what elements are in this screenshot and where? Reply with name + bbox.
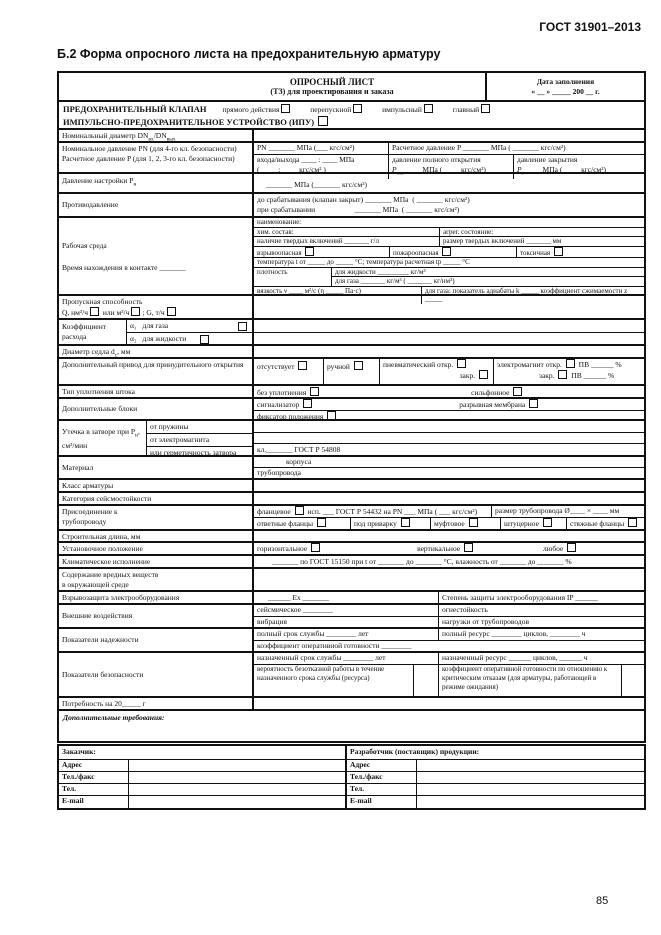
checkbox-signaling[interactable] <box>303 399 312 408</box>
external-row <box>59 605 644 629</box>
ipu-label: ИМПУЛЬСНО-ПРЕДОХРАНИТЕЛЬНОЕ УСТРОЙСТВО (ИПУ) <box>63 117 315 127</box>
backpressure-label: Противодавление <box>59 194 254 216</box>
valve-class-label: Класс арматуры <box>59 480 254 491</box>
working-medium-content <box>254 218 644 303</box>
developer-tel-label: Тел. <box>347 784 417 795</box>
customer-telfax-label: Тел./факс <box>59 772 129 783</box>
flow-coefficient-label-cell: Коэффициент расхода α₁ для газа α₂ для жидкости <box>59 320 254 344</box>
explosion-protection-row <box>59 592 644 605</box>
nominal-diameter-value-field[interactable] <box>254 130 644 141</box>
checkbox-toxic[interactable] <box>554 247 563 256</box>
leak-em-label: от электромагнита <box>147 434 252 447</box>
checkbox-capacity-m3[interactable] <box>131 307 140 316</box>
checkbox-flanged[interactable] <box>295 506 304 515</box>
climatic-field[interactable]: _______ по ГОСТ 15150 при t от _______ до _______ °С, влажность от _______ до _______ % <box>272 556 572 566</box>
full-open-pressure-field[interactable]: давление полного открытия $P_{п.о}$ ____ МПа ( ____ кгс/см²) <box>389 155 514 179</box>
backpressure-content <box>254 194 644 216</box>
actuator-em-close-label: закр. <box>539 371 555 380</box>
design-pressure-field[interactable]: Расчетное давление P _______ МПа ( _______ кгс/см²) <box>392 143 566 152</box>
developer-address-label: Адрес <box>347 760 417 771</box>
setting-pressure-row <box>59 174 644 194</box>
contacts-email-row <box>59 796 644 808</box>
material-label: Материал <box>59 457 254 478</box>
contacts-telfax-row <box>59 772 644 784</box>
fill-date-cell <box>485 73 644 100</box>
customer-telfax-field[interactable] <box>129 772 345 783</box>
extra-requirements-label: Дополнительные требования: <box>63 713 165 722</box>
flow-coeff-liquid-field[interactable] <box>254 333 644 345</box>
customer-header: Заказчик: <box>59 746 347 759</box>
developer-email-field[interactable] <box>417 796 644 808</box>
toxic-label: токсичная <box>520 248 551 257</box>
pressure-label: Номинальное давление PN (для 4-го кл. безопасности) Расчетное давление P (для 1, 2, 3-го кл. безопасности) <box>59 143 254 172</box>
actuator-pneumatic-close-label: закр. <box>459 371 476 380</box>
seismic-label: Категория сейсмостойкости <box>59 493 254 504</box>
pressure-content <box>254 143 644 177</box>
seat-diameter-row <box>59 346 644 359</box>
page-number: 85 <box>596 895 609 907</box>
density-label: плотность <box>254 268 332 286</box>
actuator-label: Дополнительный привод для принудительного открытия <box>59 359 254 384</box>
full-service-life-field[interactable]: полный срок службы ________ лет <box>254 629 439 640</box>
flammable-label: пожароопасная <box>393 248 439 257</box>
closing-pressure-field[interactable]: давление закрытия $P_з$ ____ МПа ( ____ кгс/см²) <box>517 155 607 177</box>
actuator-pneumatic-open-label: пневматический откр. <box>383 360 454 369</box>
mating-flanges-label: ответные фланцы <box>257 519 314 528</box>
leak-tightness-label: или герметичность затвора <box>150 448 237 457</box>
horizontal-label: горизонтальное <box>257 544 308 553</box>
readiness-coeff-field[interactable]: коэффициент оперативной готовности ________ <box>257 640 412 650</box>
reliability-label: Показатели надежности <box>59 629 254 651</box>
checkbox-impulse[interactable] <box>424 104 433 113</box>
checkbox-horizontal[interactable] <box>311 543 320 552</box>
setting-pressure-label: Давление настройки $P_н$ <box>59 174 254 192</box>
checkbox-capacity-nm3[interactable] <box>90 307 99 316</box>
em-open-pv-field[interactable]: ПВ ______ % <box>578 360 622 369</box>
full-resource-field[interactable]: полный ресурс ________ циклов, ________ ч <box>442 629 586 638</box>
customer-tel-label: Тел. <box>59 784 129 795</box>
leak-spring-field[interactable] <box>254 421 644 433</box>
actuator-row <box>59 359 644 386</box>
checkbox-union[interactable] <box>543 518 552 527</box>
seismic-influence-field[interactable]: сейсмическое ________ <box>254 605 439 616</box>
checkbox-no-seal[interactable] <box>310 387 319 396</box>
chem-composition-field[interactable]: хим. состав: <box>254 228 440 237</box>
checkbox-bypass[interactable] <box>353 104 362 113</box>
vertical-label: вертикальное <box>417 544 461 553</box>
ip-rating-field[interactable]: Степень защиты электрооборудования IP ______ <box>442 592 598 602</box>
build-length-row <box>59 531 644 543</box>
working-medium-label: Рабочая среда Время нахождения в контакте _______ <box>59 218 254 294</box>
orientation-row <box>59 543 644 556</box>
checkbox-vertical[interactable] <box>464 543 473 552</box>
leak-spring-label: от пружины <box>147 421 252 434</box>
capacity-value-field[interactable] <box>254 296 644 318</box>
checkbox-rupture-disc[interactable] <box>529 399 538 408</box>
signaling-label: сигнализатор <box>257 400 300 409</box>
opt-bypass: перепускной <box>310 105 352 114</box>
union-label: штуцерное <box>504 519 539 528</box>
working-medium-row <box>59 218 644 303</box>
connection-row <box>59 506 644 531</box>
connection-label: Присоединение к трубопроводу <box>59 506 254 529</box>
nominal-diameter-label: Номинальный диаметр $DN_{вх}/DN_{вых}$ <box>59 130 254 141</box>
solids-size-field[interactable]: размер твердых включений _______ мм <box>443 237 562 245</box>
form-title <box>59 73 485 100</box>
critical-readiness-field[interactable] <box>622 665 644 696</box>
fill-date-blank-field[interactable]: « __ » _____ 200 __ г. <box>531 86 600 96</box>
questionnaire-form-table <box>57 71 646 743</box>
viscosity-field[interactable]: вязкость ν ____ м²/с (η _____ Па·с) <box>254 287 422 304</box>
material-body-field[interactable]: корпуса <box>254 457 644 468</box>
explosive-label: взрывоопасная <box>257 248 302 257</box>
actuator-none-label: отсутствует <box>257 362 295 371</box>
checkbox-coupling[interactable] <box>469 518 478 527</box>
backpressure-during-field[interactable]: при срабатывании _______ МПа ( _______ кгс/см²) <box>257 205 460 214</box>
nominal-diameter-row <box>59 130 644 143</box>
seat-diameter-field[interactable] <box>254 346 644 357</box>
checkbox-em-close[interactable] <box>558 370 567 379</box>
actuator-manual-label: ручной <box>327 362 350 371</box>
checkbox-ipu[interactable] <box>318 116 328 126</box>
assigned-resource-field[interactable]: назначенный ресурс ______ циклов, ______ ч <box>442 653 588 662</box>
climatic-label: Климатическое исполнение <box>59 556 254 567</box>
developer-email-label: E-mail <box>347 796 417 808</box>
flanged-gost-field[interactable]: исп. ___ ГОСТ Р 54432 на PN ___ МПа ( ___ кгс/см²) <box>307 507 478 516</box>
contacts-table <box>57 744 646 810</box>
seismic-row <box>59 493 644 506</box>
valve-type-label: ПРЕДОХРАНИТЕЛЬНЫЙ КЛАПАН <box>63 104 207 114</box>
leak-em-field[interactable] <box>254 433 644 445</box>
pipeline-loads-field[interactable]: нагрузки от трубопроводов <box>442 616 530 626</box>
tie-flanges-label: стяжные фланцы <box>570 519 625 528</box>
build-length-field[interactable] <box>254 531 644 541</box>
form-header-row <box>59 73 644 102</box>
material-row <box>59 457 644 480</box>
harmful-field[interactable] <box>254 569 644 590</box>
rupture-disc-label: разрывная мембрана <box>459 400 526 409</box>
harmful-row <box>59 569 644 592</box>
density-liquid-field[interactable]: для жидкости _________ кг/м³ <box>332 268 644 278</box>
demand-row <box>59 698 644 711</box>
flow-coeff-gas-field[interactable] <box>254 320 644 333</box>
no-failure-probability-label: вероятность безотказной работы в течение назначенного срока службы (ресурса) <box>254 665 414 696</box>
flanged-label: фланцевое <box>257 507 291 516</box>
explosion-protection-label: Взрывозащита электрооборудования <box>59 592 254 603</box>
pipe-size-field[interactable]: размер трубопровода Ø____ × ____ мм <box>495 506 620 515</box>
capacity-label: Пропускная способность Q, нм³/ч или м³/ч ; G, т/ч <box>59 296 254 318</box>
extra-requirements-row <box>59 711 644 741</box>
ex-marking-field[interactable]: ______ Ex _______ <box>254 592 439 603</box>
density-gas-field[interactable]: для газа _______ кг/м³ ( _______ кг/нм³) <box>335 277 455 285</box>
alpha1-label: α₁ <box>130 321 137 330</box>
climatic-row <box>59 556 644 569</box>
safety-label: Показатели безопасности <box>59 653 254 696</box>
valve-type-line2 <box>63 116 640 128</box>
checkbox-tie-flanges[interactable] <box>628 518 637 527</box>
pn-value-field[interactable]: PN _______ МПа (___ кгс/см²) <box>254 143 389 154</box>
developer-header: Разработчик (поставщик) продукции: <box>350 747 480 756</box>
checkbox-alpha1-gas[interactable] <box>238 322 247 331</box>
checkbox-capacity-g[interactable] <box>167 307 176 316</box>
demand-field[interactable] <box>254 698 644 709</box>
contacts-address-row <box>59 760 644 772</box>
checkbox-welded[interactable] <box>401 518 410 527</box>
valve-type-row <box>59 102 644 130</box>
customer-email-label: E-mail <box>59 796 129 808</box>
solids-presence-field[interactable]: наличие твердых включений _______ г/л <box>254 237 440 246</box>
developer-telfax-label: Тел./факс <box>347 772 417 783</box>
leak-class-field[interactable]: кл._______ ГОСТ Р 54808 <box>257 444 341 454</box>
customer-tel-field[interactable] <box>129 784 345 795</box>
capacity-row <box>59 296 644 320</box>
fill-date-label: Дата заполнения <box>536 76 595 86</box>
seismic-field[interactable] <box>254 493 644 504</box>
developer-telfax-field[interactable] <box>417 772 644 783</box>
contact-time-field[interactable]: Время нахождения в контакте _______ <box>62 263 186 272</box>
customer-address-label: Адрес <box>59 760 129 771</box>
bellows-seal-label: сильфонное <box>471 388 510 397</box>
aggregate-state-field[interactable]: агрег. состояние: <box>443 227 494 236</box>
checkbox-position-lock[interactable] <box>327 411 336 420</box>
additional-blocks-label: Дополнительные блоки <box>59 399 254 419</box>
valve-class-field[interactable] <box>254 480 644 491</box>
any-position-label: любое <box>543 544 564 553</box>
flow-coefficient-label: Коэффициент расхода <box>59 320 127 344</box>
backpressure-before-field[interactable]: до срабатывания (клапан закрыт) _______ МПа ( _______ кгс/см²) <box>257 195 470 204</box>
contacts-tel-row <box>59 784 644 796</box>
stem-seal-label: Тип уплотнения штока <box>59 386 254 397</box>
material-pipeline-field[interactable]: трубопровода <box>257 468 301 477</box>
opt-direct-acting: прямого действия <box>222 105 280 114</box>
build-length-label: Строительная длина, мм <box>59 531 254 541</box>
checkbox-mating-flanges[interactable] <box>317 518 326 527</box>
doc-code: ГОСТ 31901–2013 <box>539 20 641 34</box>
customer-address-field[interactable] <box>129 760 345 771</box>
inlet-outlet-pressure-field[interactable]: входа/выхода ____ : ____ МПа ( ____ : ____ кгс/см² ) <box>254 155 389 179</box>
welded-label: под приварку <box>354 519 397 528</box>
checkbox-pneumatic-close[interactable] <box>479 370 488 379</box>
opt-impulse: импульсный <box>382 105 422 114</box>
position-lock-label: фиксатор положения <box>257 412 324 421</box>
stem-seal-row <box>59 386 644 399</box>
customer-email-field[interactable] <box>129 796 345 808</box>
gas-adiabatic-field[interactable]: для газа: показатель адиабаты k _____ коэффициент сжимаемости z _____ <box>425 286 628 303</box>
leakage-label: Утечка в затворе при $P_н$, см³/мин <box>59 421 147 455</box>
form-title-line2: (ТЗ) для проектирования и заказа <box>270 86 394 96</box>
checkbox-flammable[interactable] <box>442 247 451 256</box>
form-title-line1: ОПРОСНЫЙ ЛИСТ <box>289 76 375 87</box>
fire-resistance-field[interactable]: огнестойкость <box>442 605 488 614</box>
vibration-field[interactable]: вибрация <box>254 617 439 628</box>
checkbox-direct-acting[interactable] <box>281 104 290 113</box>
assigned-life-field[interactable]: назначенный срок службы ________ лет <box>254 653 439 664</box>
checkbox-explosive[interactable] <box>305 247 314 256</box>
medium-name-field[interactable]: наименование: <box>257 218 302 226</box>
flow-coefficient-row <box>59 320 644 346</box>
checkbox-any-position[interactable] <box>567 543 576 552</box>
developer-tel-field[interactable] <box>417 784 644 795</box>
setting-pressure-field[interactable]: _______ МПа (_______ кгс/см²) <box>266 180 367 189</box>
orientation-label: Установочное положение <box>59 543 254 554</box>
harmful-label: Содержание вредных веществ в окружающей среде <box>59 569 254 590</box>
external-label: Внешние воздействия <box>59 605 254 627</box>
reliability-row <box>59 629 644 653</box>
additional-blocks-row <box>59 399 644 421</box>
actuator-em-open-label: электромагнит откр. <box>497 360 562 369</box>
checkbox-alpha2-liquid[interactable] <box>200 335 209 344</box>
em-close-pv-field[interactable]: ПВ ______ % <box>571 371 615 380</box>
valve-type-line1 <box>63 104 640 115</box>
seat-diameter-label: Диаметр седла $d_с$, мм <box>59 346 254 357</box>
safety-row <box>59 653 644 698</box>
no-seal-label: без уплотнения <box>257 388 307 397</box>
developer-address-field[interactable] <box>417 760 644 771</box>
backpressure-row <box>59 194 644 218</box>
checkbox-main[interactable] <box>481 104 490 113</box>
opt-main: главный <box>452 105 480 114</box>
page-title: Б.2 Форма опросного листа на предохранительную арматуру <box>57 47 441 61</box>
checkbox-pneumatic-open[interactable] <box>457 359 466 368</box>
temperature-field[interactable]: температура t от _____ до _____ °С; температура расчетная tр _____ °С <box>257 258 470 266</box>
checkbox-actuator-manual[interactable] <box>354 361 363 370</box>
checkbox-bellows-seal[interactable] <box>513 387 522 396</box>
valve-class-row <box>59 480 644 493</box>
no-failure-probability-field[interactable] <box>414 665 439 696</box>
critical-readiness-label: коэффициент оперативной готовности по отношению к критическим отказам (для арматуры, работающей в режиме ожидания) <box>439 665 622 696</box>
leakage-row <box>59 421 644 457</box>
pressure-row <box>59 143 644 177</box>
demand-label: Потребность на 20_____ г <box>59 698 254 709</box>
coupling-label: муфтовое <box>434 519 465 528</box>
checkbox-actuator-none[interactable] <box>298 361 307 370</box>
alpha2-label: α₂ <box>130 334 137 343</box>
checkbox-em-open[interactable] <box>566 359 575 368</box>
